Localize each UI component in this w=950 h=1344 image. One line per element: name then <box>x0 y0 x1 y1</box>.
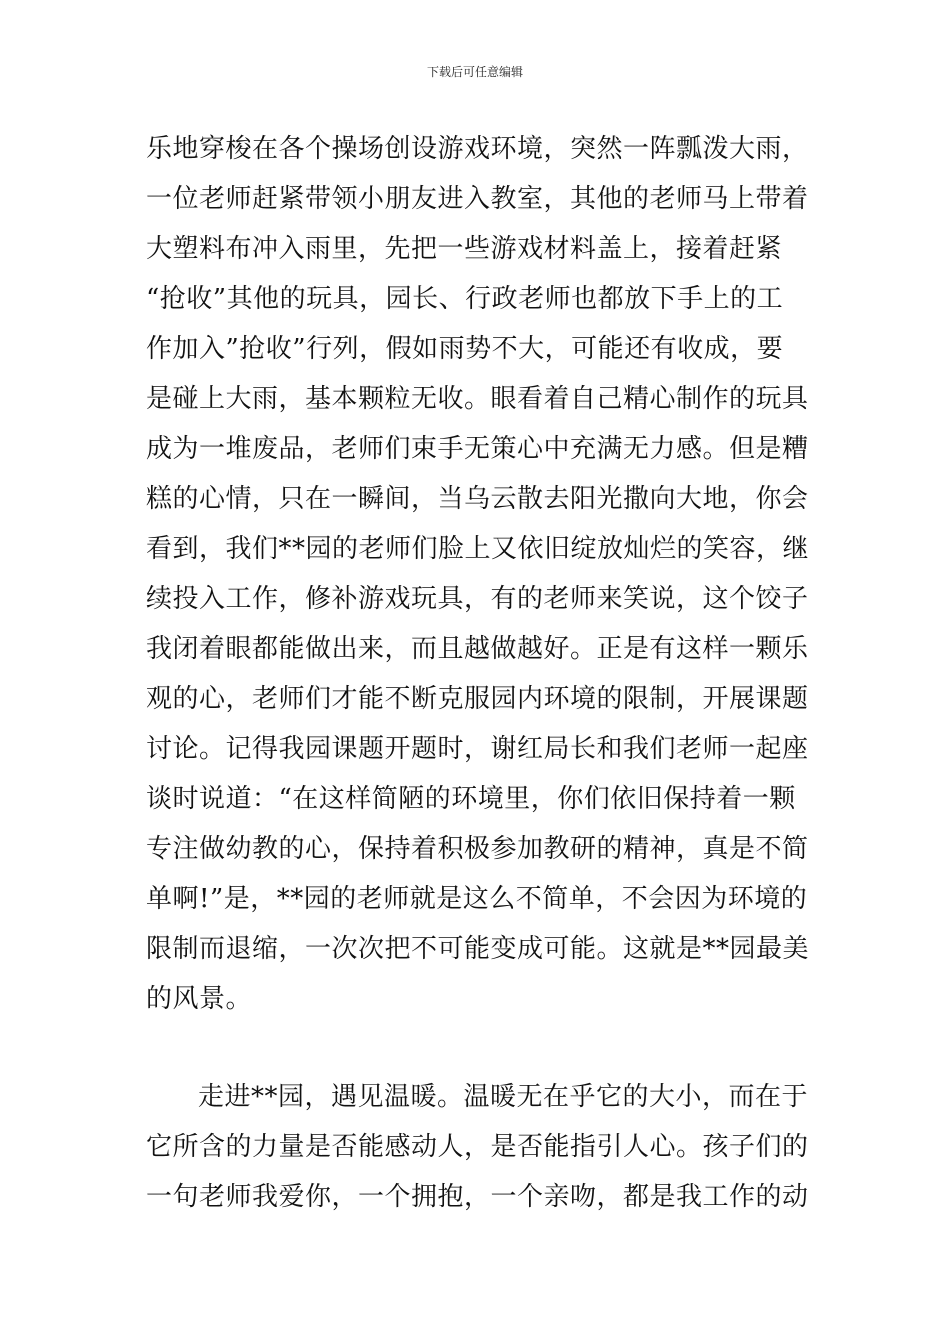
text-line: 是碰上大雨，基本颗粒无收。眼看着自己精心制作的玩具 <box>146 384 809 414</box>
text-line: 糕的心情，只在一瞬间，当乌云散去阳光撒向大地，你会 <box>146 484 809 514</box>
text-line: “抢收”其他的玩具，园长、行政老师也都放下手上的工 <box>146 284 784 314</box>
text-line: 它所含的力量是否能感动人，是否能指引人心。孩子们的 <box>146 1132 809 1162</box>
text-line: 走进**园，遇见温暖。温暖无在乎它的大小，而在于 <box>198 1082 809 1112</box>
page-header-note: 下载后可任意编辑 <box>426 65 523 79</box>
text-line: 观的心，老师们才能不断克服园内环境的限制，开展课题 <box>146 684 809 714</box>
text-line: 谈时说道：“在这样简陋的环境里，你们依旧保持着一颗 <box>146 784 796 814</box>
paragraph-2 <box>146 1072 816 1222</box>
text-line: 一句老师我爱你，一个拥抱，一个亲吻，都是我工作的动 <box>146 1182 809 1212</box>
paragraph-1 <box>146 124 816 1024</box>
text-line: 单啊!”是，**园的老师就是这么不简单，不会因为环境的 <box>146 884 808 914</box>
text-line: 乐地穿梭在各个操场创设游戏环境，突然一阵瓢泼大雨， <box>146 134 809 164</box>
text-line: 的风景。 <box>146 984 253 1014</box>
text-line: 限制而退缩，一次次把不可能变成可能。这就是**园最美 <box>146 934 810 964</box>
text-line: 讨论。记得我园课题开题时，谢红局长和我们老师一起座 <box>146 734 809 764</box>
text-line: 作加入”抢收”行列，假如雨势不大，可能还有收成，要 <box>146 334 784 364</box>
text-line: 一位老师赶紧带领小朋友进入教室，其他的老师马上带着 <box>146 184 809 214</box>
text-line: 大塑料布冲入雨里，先把一些游戏材料盖上，接着赶紧 <box>146 234 783 264</box>
text-line: 续投入工作，修补游戏玩具，有的老师来笑说，这个饺子 <box>146 584 809 614</box>
text-line: 成为一堆废品，老师们束手无策心中充满无力感。但是糟 <box>146 434 809 464</box>
text-line: 我闭着眼都能做出来，而且越做越好。正是有这样一颗乐 <box>146 634 809 664</box>
text-line: 专注做幼教的心，保持着积极参加教研的精神，真是不简 <box>146 834 809 864</box>
text-line: 看到，我们**园的老师们脸上又依旧绽放灿烂的笑容，继 <box>146 534 810 564</box>
